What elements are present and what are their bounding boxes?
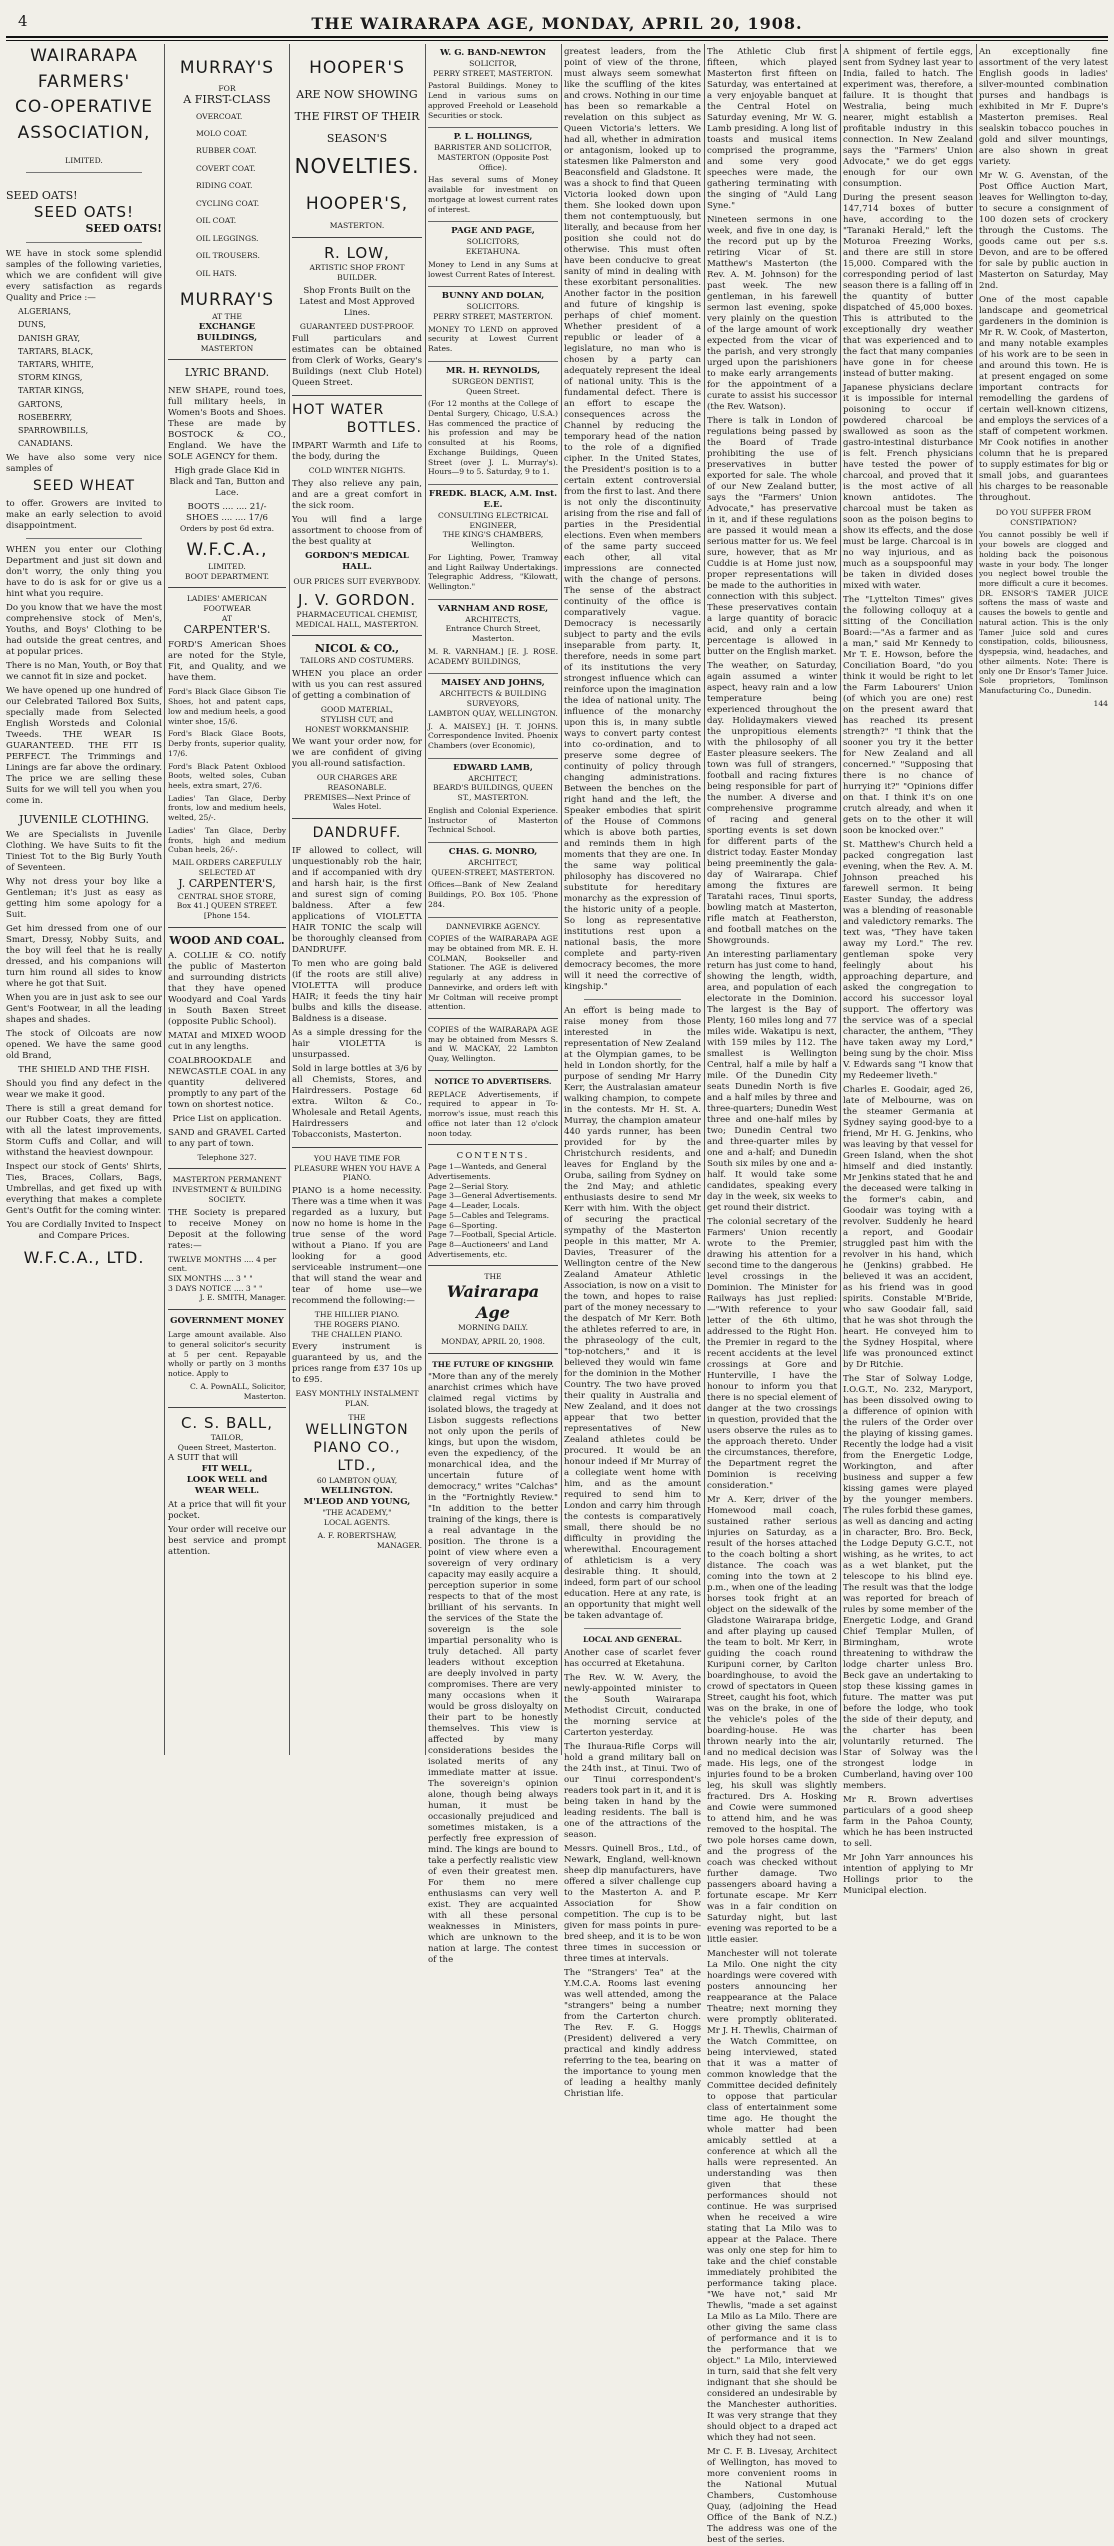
list-item: TARTARS, WHITE, xyxy=(18,360,94,369)
first-of-their: THE FIRST OF THEIR xyxy=(294,109,420,123)
price-line: At a price that will fit your pocket. xyxy=(168,1499,286,1521)
column-rule xyxy=(976,44,977,1755)
juvenile-heading: JUVENILE CLOTHING. xyxy=(19,812,149,826)
local-paragraph: The "Lyttelton Times" gives the following colloquy at a sitting of the Conciliation Board:—"As a farmer and as a man," said Mr Kennedy to Mr T. E. Howson, before the Conciliation Board, "do you think it would be right to let the Farm Labourers' Union (of which you are one) rest on the present award that has reached its present strength?" "I think that the sooner you try it the better for New Zealand and all concerned." "Supposing that there is no chance of hurrying it?" "Opinions differ on that. I think it's on one crutch already, and when it gets on to the other it will soon be knocked over." xyxy=(843,595,973,836)
easy-plan: EASY MONTHLY INSTALMENT PLAN. xyxy=(295,1389,419,1409)
invite-line: You are Cordially Invited to Inspect and Compare Prices. xyxy=(6,1219,162,1241)
carpenters-heading: CARPENTER'S. xyxy=(183,623,271,637)
government-money: GOVERNMENT MONEY xyxy=(170,1316,284,1327)
nicol-paragraph: We want your order now, for we are confident of giving you all-round satisfaction. xyxy=(292,737,422,770)
the-label: THE xyxy=(484,1272,502,1282)
column-4 xyxy=(428,44,558,1966)
academy: "THE ACADEMY," xyxy=(322,1507,392,1517)
seed-oats-heading: SEED OATS! xyxy=(85,221,162,235)
local-paragraph: A shipment of fertile eggs, sent from Sydney last year to India, failed to hatch. The experiment was, therefore, a failure. It is thought that Westralia, being much nearer, might establish a profitable industry in this connection. In New Zealand says the "Farmers' Union Advocate," we do get eggs enough for our own consumption. xyxy=(843,47,973,189)
list-item: Page 3—General Advertisements. xyxy=(428,1191,558,1201)
card-title: ARCHITECT, xyxy=(468,857,518,867)
nicol-subtitle: TAILORS AND COSTUMERS. xyxy=(300,656,414,666)
hot-water-paragraph: IMPART Warmth and Life to the body, during the xyxy=(292,441,422,463)
list-item: CANADIANS. xyxy=(18,439,73,449)
oilcoats-paragraph: Should you find any defect in the wear we make it good. xyxy=(6,1078,162,1100)
local-paragraph: Nineteen sermons in one week, and five in one day, is the record put up by the retiring Vicar of St. Matthew's Masterton (the Rev. A. M. Johnson) for the past week. The new gentleman, in his farewell sermon last evening, spoke very plainly on the question of the large amount of work expected from the vicar of the parish, and very strongly urged upon the parishioners to make early arrangements for the appointment of a curate to assist his successor (the Rev. Watson). xyxy=(707,215,837,412)
wellington-piano: WELLINGTON PIANO CO., LTD., xyxy=(305,1422,409,1475)
wood-paragraph: MATAI and MIXED WOOD cut in any lengths. xyxy=(168,1030,286,1052)
notice-paragraph: REPLACE Advertisements, if required to appear in To-morrow's issue, must reach this office not later than 12 o'clock noon today. xyxy=(428,1089,558,1138)
wood-paragraph: Price List on application. xyxy=(172,1113,282,1124)
local-paragraph: The Athletic Club first fifteen, which played Masterton first fifteen on Saturday, was entertained at a very enjoyable banquet at the Central Hotel on Saturday evening, Mr W. G. Lamb presiding. A long list of toasts and musical items comprised the programme, and some very good speeches were made, the gathering terminating with the singing of "Auld Lang Syne." xyxy=(707,47,837,211)
rate-row: 3 DAYS NOTICE .... 3 " " xyxy=(168,1283,263,1293)
newspaper-title: THE WAIRARAPA AGE, MONDAY, APRIL 20, 1908. xyxy=(311,14,803,33)
copies-paragraph: COPIES of the WAIRARAPA AGE may be obtained from MR. E. H. COLMAN, Bookseller and Stationer. The AGE is delivered regularly at any address in Dannevirke, and orders left with Mr Coltman will receive prompt attention. xyxy=(428,934,558,1012)
card-text: Pastoral Buildings. Money to Lend in various sums on approved Freehold or Leasehold Securities or stock. xyxy=(428,81,558,120)
list-item: Ladies' Tan Glace, Derby fronts, low and medium heels, welted, 25/-. xyxy=(168,793,286,823)
list-item: SPARROWBILLS, xyxy=(18,426,89,436)
professional-card xyxy=(428,222,558,287)
wfca-name-line: WAIRARAPA xyxy=(30,46,138,66)
wood-and-coal: WOOD AND COAL. xyxy=(169,933,285,947)
hot-water-paragraph: You will find a large assortment to choose from of the best quality at xyxy=(292,514,422,547)
list-item: OIL LEGGINGS. xyxy=(196,233,259,243)
dandruff-paragraph: IF allowed to collect, will unquestionably rob the hair, and if accompanied with dry and harsh hair, is the first and surest sign of coming baldness. After a few applications of VIOLETTA HAIR TONIC the scalp will be thoroughly cleansed from DANDRUFF. xyxy=(292,846,422,955)
page-number: 4 xyxy=(18,12,28,30)
nicol-paragraph: WHEN you place an order with us you can rest assured of getting a combination of xyxy=(292,669,422,702)
local-paragraph: Mr R. Brown advertises particulars of a good sheep farm in the Pahoa County, which he has been instructed to sell. xyxy=(843,1795,973,1849)
professional-card xyxy=(428,843,558,918)
exchange-buildings: EXCHANGE BUILDINGS, xyxy=(196,321,258,343)
local-agents: LOCAL AGENTS. xyxy=(323,1517,391,1527)
look-line: LOOK WELL and xyxy=(186,1474,268,1485)
list-item: COVERT COAT. xyxy=(196,163,256,173)
card-title: CONSULTING ELECTRICAL ENGINEER, xyxy=(438,511,548,530)
professional-card xyxy=(428,759,558,843)
juvenile-paragraph: Why not dress your boy like a Gentleman; it's just as easy as getting him some apology for a Suit. xyxy=(6,876,162,920)
card-text: J. A. MAISEY.] [H. T. JOHNS. Correspondence Invited. Phoenix Chambers (over Economic), xyxy=(428,721,558,750)
rate-row: TWELVE MONTHS .... 4 per cent. xyxy=(168,1254,277,1274)
list-item: Page 6—Sporting. xyxy=(428,1220,498,1230)
column-rule xyxy=(425,44,426,1755)
list-item: DANISH GRAY, xyxy=(18,333,81,343)
seed-oats-heading: SEED OATS! xyxy=(6,188,78,202)
local-paragraph: Japanese physicians declare it is impossible for internal poisoning to occur if powdered charcoal be swallowed as soon as the gastro-intestinal disturbance is felt. French physicians have tested the power of charcoal, and proved that it is the most active of all known antidotes. The charcoal must be taken as soon as the poison begins to show its effects, and the dose must be large. Charcoal is in no way injurious, and as much as a soupspoonful may be taken in divided doses mixed with water. xyxy=(843,383,973,591)
low-paragraph: Shop Fronts Built on the Latest and Most Approved Lines. xyxy=(299,285,415,318)
society-signature: J. E. SMITH, Manager. xyxy=(199,1293,286,1303)
lambton-quay: 60 LAMBTON QUAY, xyxy=(316,1476,398,1486)
order-line: Your order will receive our best service and prompt attention. xyxy=(168,1524,286,1557)
professional-card xyxy=(428,600,558,675)
list-item: DUNS, xyxy=(18,320,46,330)
wood-paragraph: A. COLLIE & CO. notify the public of Masterton and surrounding districts that they have opened Woodyard and Coal Yards in South Baxen Street (opposite Public School). xyxy=(168,950,286,1027)
list-item: MOLO COAT. xyxy=(196,129,248,138)
wellington-place: WELLINGTON. xyxy=(321,1485,393,1496)
card-address: Entrance Church Street, Masterton. xyxy=(445,624,541,644)
constipation-heading: DO YOU SUFFER FROM CONSTIPATION? xyxy=(995,508,1092,527)
local-paragraph: During the present season 147,714 boxes of butter have, according to the "Taranaki Herald," left the Moturoa Freezing Works, and there are still in store 15,000. Compared with the corresponding period of last season there is a falling off in the quantity of butter dispatched of 45,000 boxes. This is attributed to the exceptionally dry weather that was experienced and to the fact that many companies have gone in for cheese instead of butter making. xyxy=(843,193,973,379)
list-item: STORM KINGS, xyxy=(18,373,83,383)
local-paragraph: The Rev. W. W. Avery, the newly-appointed minister to the South Wairarapa Methodist Circuit, conducted the morning service at Carterton yesterday. xyxy=(564,1672,701,1738)
card-address: EKETAHUNA. xyxy=(465,247,521,257)
list-item: OIL COAT. xyxy=(196,216,237,226)
card-name: VARNHAM AND ROSE, xyxy=(437,603,549,614)
list-item: STYLISH CUT, and xyxy=(320,714,394,724)
mleod-young: M'LEOD AND YOUNG, xyxy=(303,1496,411,1507)
masthead-rule xyxy=(6,36,1108,41)
card-name: CHAS. G. MONRO, xyxy=(448,846,538,857)
list-item: Page 1—Wanteds, and General Advertisements. xyxy=(428,1162,547,1181)
list-item: RUBBER COAT. xyxy=(196,146,257,156)
list-item: OIL TROUSERS. xyxy=(196,251,260,261)
professional-card xyxy=(428,128,558,222)
column-8 xyxy=(979,44,1108,1755)
list-item: HONEST WORKMANSHIP. xyxy=(305,724,409,734)
lyric-paragraph: High grade Glace Kid in Black and Tan, Button and Lace. xyxy=(169,466,285,499)
list-item: THE ROGERS PIANO. xyxy=(314,1319,400,1329)
at-the: AT THE xyxy=(212,311,242,321)
prices-suit: OUR PRICES SUIT EVERYBODY. xyxy=(293,576,421,586)
column-rule xyxy=(840,44,841,1755)
dandruff-paragraph: To men who are going bald (if the roots are still alive) VIOLETTA will produce HAIR; it feeds the tiny hair bulbs and kills the disease. Baldness is a disease. xyxy=(292,959,422,1024)
list-item: Page 4—Leader, Locals. xyxy=(428,1201,520,1211)
list-item: GOOD MATERIAL, xyxy=(320,705,394,715)
local-paragraph: An exceptionally fine assortment of the very latest English goods in ladies' silver-mounted combination purses and handbags is exhibited in Mr F. Dupre's Masterton premises. Real sealskin tobacco pouches in gold and silver mountings, are also shown in great variety. xyxy=(979,47,1108,167)
list-item: Page 5—Cables and Telegrams. xyxy=(428,1210,550,1220)
column-3 xyxy=(292,44,422,1755)
card-name: PAGE AND PAGE, xyxy=(451,226,535,237)
card-name: EDWARD LAMB, xyxy=(453,762,533,773)
wfca-name xyxy=(6,44,162,146)
age-title: Wairarapa Age xyxy=(446,1282,540,1322)
list-item: ROSEBERRY, xyxy=(18,412,73,422)
card-name: BUNNY AND DOLAN, xyxy=(441,291,545,302)
card-text: English and Colonial Experience. Instructor of Masterton Technical School. xyxy=(428,805,558,835)
piano-heading: YOU HAVE TIME FOR PLEASURE WHEN YOU HAVE A PIANO. xyxy=(293,1154,421,1183)
contents-heading: CONTENTS. xyxy=(456,1151,530,1162)
juvenile-paragraph: Get him dressed from one of our Smart, Dressy, Nobby Suits, and the boy will feel that he is really dressed, and his companions will turn him round all sides to know where he got that Suit. xyxy=(6,923,162,989)
bottles-heading: BOTTLES. xyxy=(346,420,422,437)
lyric-brand: LYRIC BRAND. xyxy=(184,366,270,380)
novelties: NOVELTIES. xyxy=(294,153,420,178)
card-address: BEARD'S BUILDINGS, QUEEN ST., MASTERTON. xyxy=(432,783,554,803)
card-address: PERRY STREET, MASTERTON. xyxy=(433,311,553,321)
govt-signature: C. A. PownALL, Solicitor, Masterton. xyxy=(190,1381,286,1401)
card-title: BARRISTER AND SOLICITOR, xyxy=(434,143,552,153)
clothing-paragraph: Do you know that we have the most comprehensive stock of Men's, Youths, and Boys' Clothing to be had outside the great centres, and at popular prices. xyxy=(6,602,162,657)
local-paragraph: Messrs. Quinell Bros., Ltd., of Newark, England, well-known sheep dip manufacturers, have offered a silver challenge cup to the Masterton A. and P. Association for Show competition. The cup is to be given for mass points in pure-bred sheep, and it is to be won three times in succession or three times at intervals. xyxy=(564,1843,701,1964)
manager-label: MANAGER. xyxy=(376,1541,422,1551)
mail-orders: MAIL ORDERS CAREFULLY SELECTED AT xyxy=(172,857,282,877)
local-paragraph: One of the most capable landscape and geometrical gardeners in the dominion is Mr R. W. Cook, of Masterton, and many notable examples of his work are to be seen in and around this town. He is at present engaged on some important contracts for remodelling the gardens of certain well-known citizens, and employs the services of a staff of competent workmen. Mr Cook notifies in another column that he is prepared to supply estimates for big or small jobs, and guarantees his charges to be reasonable throughout. xyxy=(979,295,1108,503)
suit-line: A SUIT that will xyxy=(168,1452,238,1463)
notice-heading: NOTICE TO ADVERTISERS. xyxy=(434,1076,552,1086)
at-label: AT xyxy=(221,613,233,623)
list-item: TARTAR KINGS, xyxy=(18,386,85,396)
card-title: SOLICITOR, xyxy=(469,59,517,68)
now-showing: ARE NOW SHOWING xyxy=(296,87,418,101)
dandruff-paragraph: Sold in large bottles at 3/6 by all Chemists, Stores, and Hairdressers. Postage 6d extra. Wilton & Co., Wholesale and Retail Agents, Hairdressers and Tobacconists, Masterton. xyxy=(292,1064,422,1140)
card-name: P. L. HOLLINGS, xyxy=(453,132,533,143)
column-5 xyxy=(564,44,701,2099)
local-paragraph: The weather, on Saturday, again assumed a winter aspect, heavy rain and a low temperature being experienced throughout the day. Holidaymakers viewed the unpropitious elements with the philosophy of all Easter pleasure seekers. The town was full of strangers, football and racing fixtures being responsible for part of the number. A diverse and comprehensive programme of racing and general sporting events is set down for different parts of the district today. Easter Monday being preeminently the gala-day of Wairarapa. Chief among the fixtures are Taratahi races, Tinui sports, bowling match at Masterton, rifle match at Featherston, and football matches on the Showgrounds. xyxy=(707,661,837,946)
ball-address: Queen Street, Masterton. xyxy=(177,1443,277,1453)
local-paragraph: Mr John Yarr announces his intention of applying to Mr Hollings prior to the Municipal election. xyxy=(843,1853,973,1896)
card-text: Money to Lend in any Sums at lowest Current Rates of Interest. xyxy=(428,259,558,279)
the-label: THE xyxy=(348,1412,366,1422)
premises-line: PREMISES—Next Prince of Wales Hotel. xyxy=(303,792,411,812)
j-carpenters: J. CARPENTER'S, xyxy=(178,877,276,891)
dandruff-paragraph: As a simple dressing for the hair VIOLETTA is unsurpassed. xyxy=(292,1028,422,1060)
copies-paragraph: COPIES of the WAIRARAPA AGE may be obtained from Messrs S. and W. MACKAY, 22 Lambton Quay, Wellington. xyxy=(428,1025,558,1064)
medical-hall: MEDICAL HALL, MASTERTON. xyxy=(295,619,419,629)
ball-heading: C. S. BALL, xyxy=(180,1414,274,1433)
seed-oats-heading: SEED OATS! xyxy=(33,202,135,221)
hoopers-heading: HOOPER'S, xyxy=(305,193,409,214)
boots-price: BOOTS .... .... 21/- xyxy=(187,502,267,513)
fit-line: FIT WELL, xyxy=(201,1463,253,1474)
wheat-text: to offer. Growers are invited to make an early selection to avoid disappointment. xyxy=(6,498,162,531)
seasons: SEASON'S xyxy=(326,131,388,145)
juvenile-paragraph: When you are in just ask to see our Gent's Footwear, in all the leading shapes and shades. xyxy=(6,992,162,1025)
ball-subtitle: TAILOR, xyxy=(210,1433,244,1443)
list-item: THE CHALLEN PIANO. xyxy=(311,1329,403,1339)
murrays-heading: MURRAY'S xyxy=(179,290,275,311)
card-title: ARCHITECT, xyxy=(468,773,518,783)
central-shoe-store: CENTRAL SHOE STORE, xyxy=(178,891,276,901)
clothing-paragraph: WHEN you enter our Clothing Department and just sit down and don't worry, the only thing you have to do is ask for or give us a hint what you require. xyxy=(6,544,162,599)
local-paragraph: Charles E. Goodair, aged 26, late of Melbourne, was on the steamer Germania at Sydney saying good-bye to a friend, Mr H. G. Jenkins, who was leaving by that vessel for Green Island, when the shot himself and died instantly. Mr Jenkins stated that he and the deceased were talking in the former's cabin, and Goodair was toying with a revolver. Suddenly he heard a report, and Goodair struggled past him with the revolver in his hand, which he (Jenkins) grabbed. He believed it was an accident, as his friend was in good spirits. Constable M'Bride, who saw Goodair fall, said that he was shot through the heart. He conveyed him to the Sydney Hospital, where life was pronounced extinct by Dr Ritchie. xyxy=(843,1085,973,1370)
professional-card xyxy=(428,287,558,362)
local-paragraph: The "Strangers' Tea" at the Y.M.C.A. Rooms last evening was well attended, among the "strangers" being a number from the Carterton church. The Rev. F. G. Hoggs (President) delivered a very practical and kindly address referring to the tea, bearing on the importance to young men of leading a healthy manly Christian life. xyxy=(564,1967,701,2099)
local-paragraph: St. Matthew's Church held a packed congregation last evening, when the Rev. A. M. Johnson preached his farewell sermon. It being Easter Sunday, the address was a blending of reasonable and valedictory remarks. The text was, "They have taken away my Lord." The rev. gentleman spoke very feelingly about his approaching departure, and asked the congregation to accord his successor loyal support. The offertory was the service was of a special character, the anthem, "They have taken away my Lord," being sung by the choir. Miss V. Edwards sang "I know that my Redeemer liveth." xyxy=(843,840,973,1081)
piano-paragraph: Every instrument is guaranteed by us, and the prices range from £37 10s up to £95. xyxy=(292,1342,422,1386)
murrays-heading: MURRAY'S xyxy=(179,58,275,78)
society-paragraph: THE Society is prepared to receive Money on Deposit at the following rates:— xyxy=(168,1207,286,1251)
list-item: Page 8—Auctioneers' and Land Advertisements, etc. xyxy=(428,1239,549,1259)
card-text: (For 12 months at the College of Dental Surgery, Chicago, U.S.A.) Has commenced the practice of his profession and may be consulted at his Rooms, Exchange Buildings, Queen Street (over J. L. Murray's). Hours—9 to 5. Saturday, 9 to 1. xyxy=(428,399,558,477)
shield-brand: THE SHIELD AND THE FISH. xyxy=(18,1064,150,1075)
list-item: Ford's Black Glace Boots, Derby fronts, superior quality, 17/6. xyxy=(168,729,286,758)
list-item: CYCLING COAT. xyxy=(196,198,260,208)
list-item: THE HILLIER PIANO. xyxy=(314,1310,400,1320)
constipation-paragraph: You cannot possibly be well if your bowels are clogged and holding back the poisonous waste in your body. The longer you neglect bowel trouble the more difficult a cure it becomes. DR. ENSOR'S TAMER JUICE softens the mass of waste and causes the bowels to gentle and natural action. This is the only Tamer Juice sold and cures constipation, colds, biliousness, dyspepsia, wind, headaches, and other ailments. Note: There is only one Dr Ensor's Tamer Juice. Sole proprietors, Tomlinson Manufacturing Co., Dunedin. xyxy=(979,530,1108,695)
card-address: QUEEN-STREET, MASTERTON. xyxy=(431,867,555,877)
masthead xyxy=(0,0,1114,34)
card-text: MONEY TO LEND on approved security at Lowest Current Rates. xyxy=(428,324,558,354)
dandruff-heading: DANDRUFF. xyxy=(312,825,402,842)
piano-paragraph: PIANO is a home necessity. There was a time when it was regarded as a luxury, but now no home is home in the true sense of the word without a Piano. If you are looking for a good serviceable instrument—one that will stand the wear and tear of home use—we recommend the following:— xyxy=(292,1186,422,1307)
card-name: W. G. BAND-NEWTON xyxy=(439,48,547,58)
local-paragraph: The Star of Solway Lodge, I.O.G.T., No. 232, Maryport, has been dissolved owing to a difference of opinion with the rulers of the Order over the playing of kissing games. Recently the lodge had a visit from the Energetic Lodge, Workington, and after business and supper a few kissing games were played by the younger members. The rules forbid these games, as well as dancing and acting in character, Bro. Bro. Beck, the Lodge Deputy G.C.T., not wishing, as he writes, to act as a wet blanket, put the telescope to his blind eye. The result was that the lodge was reported for breach of rules by some member of the Energetic Lodge, and Grand Chief Templar Mullen, of Birmingham, wrote threatening to withdraw the lodge charter unless Bro. Beck gave an undertaking to stop these kissing games in future. The matter was put before the lodge, who took the side of their deputy, and the charter has been voluntarily returned. The Star of Solway was the strongest lodge in Cumberland, having over 100 members. xyxy=(843,1374,973,1791)
card-title: ARCHITECTS & BUILDING SURVEYORS, xyxy=(439,689,547,709)
local-paragraph: The colonial secretary of the Farmers' Union recently wrote to the Premier, drawing his attention for a second time to the dangerous level crossings in the Dominion. The Minister for Railways has just replied:—"With reference to your letter of the 6th ultimo, addressed to the Right Hon. the Premier in regard to the recent accidents at the level crossings at Gore and Hunterville, I have the honour to inform you that there is no special element of danger at the two crossings in question, provided that the users observe the rules as to the approach thereto. Under the circumstances, therefore, the Department regret the Dominion is receiving consideration." xyxy=(707,1217,837,1491)
local-paragraph: Another case of scarlet fever has occurred at Eketahuna. xyxy=(564,1647,701,1669)
column-1 xyxy=(6,44,162,1755)
list-item: GARTONS, xyxy=(18,399,63,409)
card-address: PERRY STREET, MASTERTON. xyxy=(433,68,553,78)
list-item: ALGERIANS, xyxy=(18,307,72,317)
list-item: Ford's Black Patent Oxblood Boots, welted soles, Cuban heels, extra smart, 27/6. xyxy=(168,761,286,790)
wfca-name-line: CO-OPERATIVE xyxy=(15,97,153,117)
boot-department: BOOT DEPARTMENT. xyxy=(184,571,270,581)
local-paragraph: Mr C. F. B. Livesay, Architect of Wellington, has moved to more convenient rooms in the National Mutual Chambers, Customhouse Quay, (adjoining the Head Office of the Bank of N.Z.) The address was one of the best of the series. xyxy=(707,2447,837,2545)
professional-card xyxy=(428,485,558,600)
wfca-name-line: ASSOCIATION, xyxy=(17,122,151,143)
wear-line: WEAR WELL. xyxy=(194,1485,260,1496)
oat-varieties xyxy=(6,307,162,450)
local-paragraph: An interesting parliamentary return has just come to hand, showing the length, width, area, and population of each electorate in the Dominion. The largest is the Bay of Plenty, 160 miles long and 77 miles wide. Wakatipu is next, with 159 miles by 112. The smallest is Wellington Central, half a mile by half a mile. Of the Dunedin City seats Dunedin North is five and a half miles by three and three-quarters; Dunedin West three and one-half miles by two; Dunedin Central two and three-quarter miles by one and a-half; and Dunedin South six miles by one and a-half. It would take some candidates, speaking every day in the week, six weeks to get round their district. xyxy=(707,950,837,1213)
issue-date: MONDAY, APRIL 20, 1908. xyxy=(441,1336,545,1346)
hot-water-heading: HOT WATER xyxy=(292,402,385,419)
column-6 xyxy=(707,44,837,2545)
first-class: A FIRST-CLASS xyxy=(183,93,271,107)
card-title: SURGEON DENTIST, xyxy=(451,376,535,386)
gordons-medical-hall: GORDON'S MEDICAL HALL. xyxy=(305,550,409,572)
professional-card xyxy=(428,44,558,128)
list-item: Page 7—Football, Special Article. xyxy=(428,1230,557,1240)
seed-wheat-heading: SEED WHEAT xyxy=(32,477,136,494)
column-2 xyxy=(168,44,286,1755)
hoopers-heading: HOOPER'S xyxy=(309,58,405,78)
low-heading: R. LOW, xyxy=(324,244,390,263)
seed-intro: WE have in stock some splendid samples of the following varieties, which we are confident will give every satisfaction as regards Quality and Price :— xyxy=(6,249,162,304)
charges-line: OUR CHARGES ARE REASONABLE. xyxy=(316,773,398,792)
professional-card xyxy=(428,362,558,485)
column-rule xyxy=(164,44,165,1755)
professional-card xyxy=(428,674,558,758)
wfca-heading: W.F.C.A., xyxy=(186,540,268,561)
lyric-paragraph: NEW SHAPE, round toes, full military heels, in Women's Boots and Shoes. These are made by BOSTOCK & CO., England. We have the SOLE AGENCY for them. xyxy=(168,386,286,463)
card-text: M. R. VARNHAM.] [E. J. ROSE. ACADEMY BUILDINGS, xyxy=(428,646,558,666)
column-rule xyxy=(704,44,705,1755)
wfca-limited: LIMITED. xyxy=(65,156,103,165)
nicol-heading: NICOL & CO., xyxy=(314,642,400,656)
card-title: SOLICITORS, xyxy=(466,237,520,247)
morning-daily: MORNING DAILY. xyxy=(457,1323,529,1333)
card-text: For Lighting, Power, Tramway and Light Railway Undertakings. Telegraphic Address, "Kilowatt, Wellington." xyxy=(428,552,558,592)
chemist-title: PHARMACEUTICAL CHEMIST, xyxy=(296,609,418,619)
artistic-builder: ARTISTIC SHOP FRONT BUILDER. xyxy=(309,263,405,282)
leader-paragraph: "More than any of the merely anarchist crimes which have claimed regal victims by isolated blows, the tragedy at Lisbon suggests reflections not only upon the perils of kings, but upon the wisdom, even the expediency, of the monarchical idea, and the uncertain future of democracy," writes "Calchas" in the "Fortnightly Review." "In addition to the better training of the kings, there is a real advantage in the position. The throne is a point of view where even a sovereign of very ordinary capacity may easily acquire a perception superior in some respects to that of the most brilliant of his servants. In the services of the State the sovereign is the sole impartial personality who is truly detached. All party leaders without exception are deeply involved in party compromises. There are very many occasions when it would be gross disloyalty on their part to be honestly themselves. This view is affected by many considerations besides the isolated merits of any immediate matter at issue. The sovereign's opinion alone, though being always human, it must be occasionally prejudiced and sometimes mistaken, is a perfectly free expression of mind. The kings are bound to take a perfectly realistic view of even their greatest men. For them no mere enthusiasms can very well exist. They are acquainted with all these personal weaknesses in Ministers, which are unknown to the nation at large. The contest of the xyxy=(428,1372,558,1966)
robertshaw: A. F. ROBERTSHAW, xyxy=(317,1531,397,1541)
low-paragraph: Full particulars and estimates can be obtained from Clerk of Works, Geary's Buildings (next Club Hotel) Queen Street. xyxy=(292,334,422,389)
hot-water-paragraph: They also relieve any pain, and are a great comfort in the sick room. xyxy=(292,478,422,511)
leader-paragraph: greatest leaders, from the point of view of the throne, must always seem somewhat like the scuffling of the kites and crows. Nothing in our time has been so remarkable a revelation on this subject as Queen Victoria's letters. We had all, whether in admiration or antagonism, looked up to statesmen like Palmerston and Beaconsfield and Gladstone. It was a shock to find that Queen Victoria looked down upon them. She looked down upon them not contemptuously, but literally, and because from her position she could not do otherwise. This must often have been conducive to great sanity of mind in dealing with these exorbitant personalities. Another factor in the position and future of kingship is perhaps of chief moment. Whether president of a republic or leader of a legislature, no man who is chosen by a party can adequately represent the ideal of national unity. This is the fundamental defect. There is an effort to escape the consequences across the Channel by reducing the temporary head of the nation to the role of a dignified cipher. In the United States, the President's position is to a certain extent controversial from the first to last. And there is not only the discontinuity arising from the rise and fall of parties in the Presidential elections. Even when members of the same party succeed each other, all vital impressions are connected with the change of persons. The sense of the abstract continuity of the office is comparatively vague. Democracy is necessarily subject to party and the evils inseparable from party. It, therefore, needs in some part of its institutions the very strongest influence which can reinforce upon the imagination the idea of national unity. The influence of the monarchy upon this is, in many subtle ways to convert party contest into co-ordination, and to preserve some degree of continuity of policy through changing administrations. Between the benches on the right hand and the left, the Speaker embodies that spirit of the House of Commons which is above both parties, and reminds them in high moments that they are one. In the same way political philosophy has discovered no substitute for hereditary monarchy as the expression of the historic unity of a people. So long as representative institutions rest upon a national basis, the more complete and party-riven democracy becomes, the more will it need the corrective of kingship." xyxy=(564,47,701,992)
rate-row: SIX MONTHS .... 3 " " xyxy=(168,1274,253,1284)
govt-paragraph: Large amount available. Also to general solicitor's security at 5 per cent. Repayable wholly or partly on 3 months notice. Apply to xyxy=(168,1330,286,1379)
leader-heading: THE FUTURE OF KINGSHIP. xyxy=(432,1359,554,1369)
local-paragraph: Mr A. Kerr, driver of the Homewood mail coach, sustained rather serious injuries on Saturday, as a result of the horses attached to the coach bolting a short distance. The coach was coming into the town at 2 p.m., when one of the leading horses took fright at an object on the sidewalk of the Gladstone Wairarapa bridge, and after playing up caused the team to bolt. Mr Kerr, in guiding the coach round Kuripuni corner, by Carlton boardinghouse, to avoid the crowd of spectators in Queen Street, caught his foot, which was on the brake, in one of the vehicle's poles of the boarding-house. He was thrown nearly into the air, and no medical decision was made. His legs, one of the injuries found to be a broken leg, his skull was slightly fractured. Drs A. Hosking and Cowie were summoned to attend him, and he was removed to the hospital. The two pole horses came down, and the progress of the coach was checked without further damage. Two passengers aboard having a fortunate escape. Mr Kerr was in a fair condition on Saturday night, but last evening was reported to be a little easier. xyxy=(707,1495,837,1945)
place-name: MASTERTON xyxy=(200,343,254,353)
card-address: LAMBTON QUAY, WELLINGTON. xyxy=(428,708,558,718)
card-name: FREDK. BLACK, A.M. Inst. E.E. xyxy=(428,489,558,510)
carpenters-paragraph: FORD'S American Shoes are noted for the Style, Fit, and Quality, and we have them. xyxy=(168,640,286,684)
wfca-limited: LIMITED. xyxy=(208,561,246,571)
juvenile-paragraph: We are Specialists in Juvenile Clothing. We have Suits to fit the Tiniest Tot to the Big Burly Youth of Seventeen. xyxy=(6,829,162,873)
place-name: MASTERTON. xyxy=(329,221,385,231)
wfca-name-line: FARMERS' xyxy=(37,71,131,92)
list-item: TARTARS, BLACK, xyxy=(18,346,94,356)
wood-paragraph: SAND and GRAVEL Carted to any part of town. xyxy=(168,1127,287,1149)
card-title: ARCHITECTS, xyxy=(465,614,521,624)
dust-proof: GUARANTEED DUST-PROOF. xyxy=(299,321,415,331)
wood-telephone: Telephone 327. xyxy=(197,1152,257,1162)
samples-line: We have also some very nice samples of xyxy=(6,452,162,474)
gents-paragraph: Inspect our stock of Gents' Shirts, Ties, Braces, Collars, Bags, Umbrellas, and get fixed up with everything that makes a complete Gent's Outfit for the coming winter. xyxy=(6,1161,162,1216)
oilcoats-paragraph: The stock of Oilcoats are now opened. We have the same good old Brand, xyxy=(6,1028,162,1061)
list-item: RIDING COAT. xyxy=(196,181,253,191)
column-7 xyxy=(843,44,973,1896)
local-general-heading: LOCAL AND GENERAL. xyxy=(582,1635,683,1644)
card-address: Queen Street. xyxy=(466,386,520,396)
contents-list xyxy=(428,1162,558,1259)
list-item: Ladies' Tan Glace, Derby fronts, high and medium Cuban heels, 26/-. xyxy=(168,825,286,855)
wfca-footer: W.F.C.A., LTD. xyxy=(23,1247,145,1267)
clothing-paragraph: There is no Man, Youth, or Boy that we cannot fit in size and pocket. xyxy=(6,660,162,682)
card-text: Offices—Bank of New Zealand Buildings, P.O. Box 105. 'Phone 284. xyxy=(428,880,558,909)
cold-nights: COLD WINTER NIGHTS. xyxy=(308,466,406,476)
local-paragraph: Mr W. G. Avenstan, of the Post Office Auction Mart, leaves for Wellington to-day, to secure a consignment of 100 dozen sets of crockery through the Customs. The goods came out per s.s. Devon, and are to be offered for sale by public auction in Masterton on Saturday, May 2nd. xyxy=(979,171,1108,291)
list-item: OVERCOAT. xyxy=(196,111,243,121)
ad-reference: 144 xyxy=(1093,698,1108,708)
ladies-footwear: LADIES' AMERICAN FOOTWEAR xyxy=(186,594,268,613)
article-paragraph: An effort is being made to raise money from those interested in the representation of New Zealand at the Olympian games, to be held in London shortly, for the purpose of sending Mr Harry Kerr, the Australasian amateur walking champion, to compete in the contests. Mr H. St. A. Murray, the champion amateur 440 yards runner, has been provided for by the Christchurch residents, and leaves for England by the Oruba, sailing from Sydney on the 2nd May; and athletic enthusiasts desire to send Mr Kerr with him. With the object of securing the practical sympathy of the Masterton people in this matter, Mr A. Davies, Treasurer of the Wellington centre of the New Zealand Amateur Athletic Association, is now on a visit to the town, and hopes to raise part of the money necessary to the despatch of Mr Kerr. Both the athletes referred to are, in the phraseology of the cult, "top-notchers," and it is believed they would win fame for the dominion in the Mother Country. The two have proved their quality in Australia and New Zealand, and it does not appear that two better representatives of New Zealand athletes could be procured. It would be an honour indeed if Mr Murray of a collegiate went home with him, and as the amount required to send him to London and carry him through the contests is comparatively small, there should be no difficulty in providing the wherewithal. Encouragement of athleticism is a very desirable thing. It should, indeed, form part of our school education. Here at any rate, is an opportunity that might well be taken advantage of. xyxy=(564,1006,701,1621)
local-paragraph: There is talk in London of regulations being passed by the Board of Trade prohibiting the use of preservatives in butter exported for sale. The whole of our New Zealand butter, says the "Farmers' Union Advocate," has preservative in it, and if these regulations are passed it would mean a serious matter for us. We feel sure, however, that as Mr Cuddie is at Home just now, proper representations will be made to the authorities in connection with this subject. These preservatives contain a large quantity of boracic acid, and only a certain percentage is allowed in butter on the English market. xyxy=(707,416,837,657)
clothing-paragraph: We have opened up one hundred of our Celebrated Tailored Box Suits, specially made from Selected English Worsteds and Colonial Tweeds. THE WEAR IS GUARANTEED. THE FIT IS PERFECT. The Trimmings and Linings are far above the ordinary. The price we are selling these Suits for we will tell you when you come in. xyxy=(6,685,162,806)
central-address: Box 41.] QUEEN STREET. [Phone 154. xyxy=(176,901,278,920)
building-society: MASTERTON PERMANENT INVESTMENT & BUILDING SOCIETY. xyxy=(172,1175,282,1204)
card-address: MASTERTON (Opposite Post Office). xyxy=(437,153,549,172)
shoes-price: SHOES .... .... 17/6 xyxy=(186,513,268,524)
column-rule xyxy=(561,44,562,1755)
list-item: Page 2—Serial Story. xyxy=(428,1181,509,1191)
card-address: THE KING'S CHAMBERS, Wellington. xyxy=(442,530,544,550)
gordon-heading: J. V. GORDON. xyxy=(297,590,417,609)
list-item: OIL HATS. xyxy=(196,268,237,278)
wood-paragraph: COALBROOKDALE and NEWCASTLE COAL in any quantity delivered promptly to any part of the town on shortest notice. xyxy=(168,1055,286,1110)
local-paragraph: The Ihuraua-Rifle Corps will hold a grand military ball on the 24th inst., at Tinui. Two of our Tinui correspondent's readers took part in it, and it is being taken in hand by the leading residents. The ball is one of the attractions of the season. xyxy=(564,1741,701,1840)
card-text: Has several sums of Money available for investment on mortgage at lowest current rates of interest. xyxy=(428,175,558,214)
card-name: MAISEY AND JOHNS, xyxy=(441,678,545,689)
dannevirke-agency: DANNEVIRKE AGENCY. xyxy=(445,921,541,931)
list-item: Ford's Black Glace Gibson Tie Shoes, hot and patent caps, low and medium heels, a good winter shoe, 15/6. xyxy=(168,687,286,726)
column-rule xyxy=(289,44,290,1755)
card-title: SOLICITORS. xyxy=(466,302,520,312)
local-paragraph: Manchester will not tolerate La Milo. One night the city hoardings were covered with posters announcing her reappearance at the Palace Theatre; next morning they were promptly obliterated. Mr J. H. Thewlis, Chairman of the Watch Committee, on being interviewed, stated that it was a matter of common knowledge that the Committee decided definitely to oppose that particular class of entertainment some time ago. He thought the whole matter had been amicably settled at a conference at which all the halls were represented. An understanding was then given that these performances should not continue. He was surprised when he received a wire stating that La Milo was to appear at the Palace. There was only one step for him to take and the chief constable immediately prohibited the performance taking place. "We have not," said Mr Thewlis, "made a set against La Milo as La Milo. There are other giving the same class of performance and it is to the performance that we object." La Milo, interviewed in turn, said that she felt very indignant that she should be considered an undesirable by the Manchester authorities. It was very strange that they should object to a draped act which they had not seen. xyxy=(707,1949,837,2443)
rubber-paragraph: There is still a great demand for our Rubber Coats, they are fitted with all the latest improvements, Storm Cuffs and Collar, and will withstand the heaviest downpour. xyxy=(6,1103,162,1158)
orders-note: Orders by post 6d extra. xyxy=(179,524,275,534)
card-name: MR. H. REYNOLDS, xyxy=(445,365,541,376)
murrays-for: FOR xyxy=(218,83,236,93)
coat-list xyxy=(196,108,286,283)
